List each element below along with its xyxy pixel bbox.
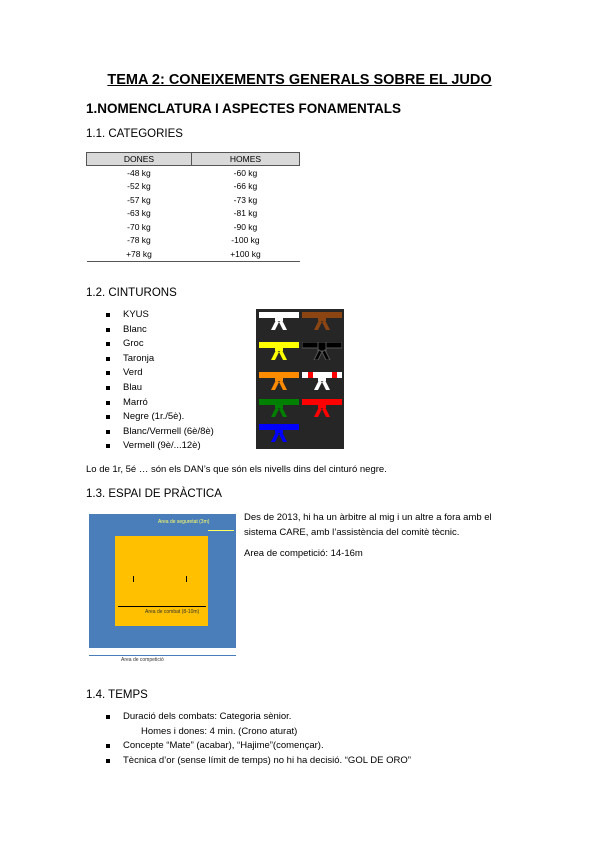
table-row bbox=[87, 207, 300, 221]
cell-homes: -90 kg bbox=[233, 221, 258, 232]
categories-table bbox=[86, 152, 300, 262]
list-item: Negre (1r./5è). bbox=[106, 410, 214, 425]
list-item: Concepte “Mate” (acabar), “Hajime”(començar). bbox=[106, 739, 411, 754]
referee-mark bbox=[186, 576, 187, 582]
list-item: KYUS bbox=[106, 308, 214, 323]
temps-heading: 1.4. TEMPS bbox=[86, 689, 148, 701]
section-heading: 1.NOMENCLATURA I ASPECTES FONAMENTALS bbox=[86, 101, 402, 116]
security-arrow bbox=[208, 530, 234, 531]
cell-homes: -66 kg bbox=[233, 181, 258, 192]
red-belt-icon bbox=[302, 399, 342, 417]
competition-label: Area de competició bbox=[121, 657, 164, 663]
belts-image bbox=[256, 309, 344, 449]
cell-homes: -81 kg bbox=[233, 208, 258, 219]
col-homes: HOMES bbox=[191, 153, 299, 166]
list-item: Groc bbox=[106, 337, 214, 352]
cell-homes: -100 kg bbox=[231, 235, 260, 246]
white-belt-icon bbox=[259, 312, 299, 330]
list-item: Verd bbox=[106, 366, 214, 381]
col-dones: DONES bbox=[87, 153, 192, 166]
blue-belt-icon bbox=[259, 424, 299, 442]
combat-label: Area de combat (8-10m) bbox=[145, 609, 200, 615]
cell-homes: +100 kg bbox=[191, 247, 299, 261]
cell-dones: -63 kg bbox=[127, 208, 151, 219]
cell-dones: -48 kg bbox=[127, 167, 151, 178]
list-item: Blanc/Vermell (6è/8è) bbox=[106, 425, 214, 440]
page-title: TEMA 2: CONEIXEMENTS GENERALS SOBRE EL JUDO bbox=[107, 72, 492, 88]
competition-arrow bbox=[89, 655, 236, 656]
cinturons-heading: 1.2. CINTURONS bbox=[86, 287, 177, 299]
list-item-sub: Homes i dones: 4 min. (Crono aturat) bbox=[141, 725, 298, 737]
list-item: Blanc bbox=[106, 323, 214, 338]
belt-list bbox=[106, 308, 214, 454]
list-item bbox=[106, 710, 411, 739]
list-item-text: Duració dels combats: Categoria sènior. bbox=[123, 711, 292, 722]
temps-list bbox=[106, 710, 411, 768]
list-item: Taronja bbox=[106, 352, 214, 367]
white-red-belt-icon bbox=[302, 372, 342, 390]
categories-heading: 1.1. CATEGORIES bbox=[86, 128, 183, 140]
security-label: Area de seguretat (3m) bbox=[158, 519, 210, 525]
espai-heading: 1.3. ESPAI DE PRÀCTICA bbox=[86, 488, 222, 500]
black-belt-icon bbox=[302, 342, 342, 360]
table-row bbox=[87, 180, 300, 194]
yellow-belt-icon bbox=[259, 342, 299, 360]
table-row bbox=[87, 234, 300, 248]
cell-dones: -78 kg bbox=[127, 235, 151, 246]
list-item: Tècnica d’or (sense límit de temps) no hi ha decisió. “GOL DE ORO” bbox=[106, 754, 411, 769]
cell-dones: -57 kg bbox=[127, 194, 151, 205]
espai-text: Des de 2013, hi ha un àrbitre al mig i un altre a fora amb el sistema CARE, amb l’assistència del comitè tècnic. bbox=[244, 512, 492, 538]
table-row bbox=[87, 166, 300, 180]
list-item: Marró bbox=[106, 396, 214, 411]
list-item: Vermell (9è/...12è) bbox=[106, 439, 214, 454]
cell-dones: +78 kg bbox=[87, 247, 192, 261]
referee-mark bbox=[133, 576, 134, 582]
table-row bbox=[87, 247, 300, 261]
combat-arrow bbox=[118, 606, 206, 607]
cell-dones: -52 kg bbox=[127, 181, 151, 192]
dan-note: Lo de 1r, 5é … són els DAN’s que són els nivells dins del cinturó negre. bbox=[86, 464, 387, 475]
cell-homes: -73 kg bbox=[233, 194, 258, 205]
table-row bbox=[87, 220, 300, 234]
green-belt-icon bbox=[259, 399, 299, 417]
table-row bbox=[87, 193, 300, 207]
cell-homes: -60 kg bbox=[233, 167, 258, 178]
area-competicio-text: Area de competició: 14-16m bbox=[244, 548, 363, 559]
orange-belt-icon bbox=[259, 372, 299, 390]
cell-dones: -70 kg bbox=[127, 221, 151, 232]
brown-belt-icon bbox=[302, 312, 342, 330]
list-item: Blau bbox=[106, 381, 214, 396]
